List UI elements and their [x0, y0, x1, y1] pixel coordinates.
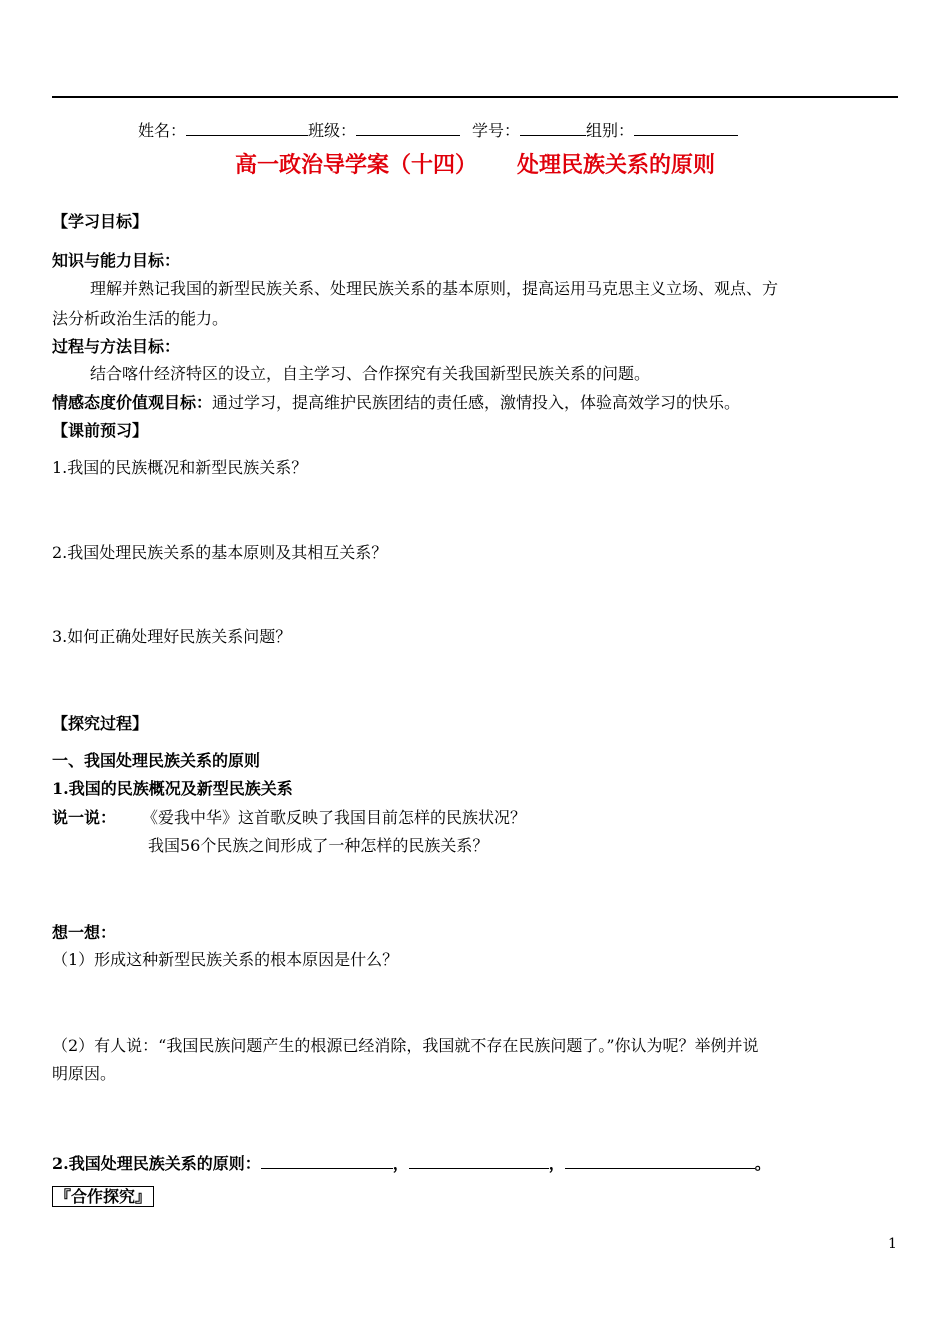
group-label: 组别： [586, 121, 635, 140]
comma-1: ， [392, 1154, 409, 1173]
think-q2-line1: （2）有人说：“我国民族问题产生的根源已经消除，我国就不存在民族问题了。”你认为呢？举例并说 [52, 1036, 759, 1055]
page-title [0, 152, 950, 178]
group-blank[interactable] [634, 118, 738, 136]
emotion-line [52, 393, 740, 413]
student-info-line [138, 118, 738, 141]
class-label: 班级： [308, 121, 357, 140]
emotion-text: 通过学习，提高维护民族团结的责任感，激情投入，体验高效学习的快乐。 [212, 393, 741, 412]
process-text: 结合喀什经济特区的设立，自主学习、合作探究有关我国新型民族关系的问题。 [90, 364, 651, 383]
knowledge-line1: 理解并熟记我国的新型民族关系、处理民族关系的基本原则，提高运用马克思主义立场、观点、方 [90, 279, 779, 298]
principles-line [52, 1151, 771, 1174]
preview-heading: 【课前预习】 [52, 421, 149, 440]
name-label: 姓名： [138, 121, 187, 140]
id-label: 学号： [472, 121, 521, 140]
preview-q3: 3.如何正确处理好民族关系问题？ [52, 627, 292, 646]
explore-heading: 【探究过程】 [52, 714, 149, 733]
think-q1: （1）形成这种新型民族关系的根本原因是什么？ [52, 950, 399, 969]
principle-blank-1[interactable] [261, 1151, 393, 1169]
name-blank[interactable] [186, 118, 308, 136]
preview-q1: 1.我国的民族概况和新型民族关系？ [52, 458, 308, 477]
class-blank[interactable] [356, 118, 460, 136]
emotion-heading: 情感态度价值观目标： [52, 393, 213, 412]
sub2-heading: 2.我国处理民族关系的原则： [52, 1154, 261, 1173]
say-q2: 我国56个民族之间形成了一种怎样的民族关系？ [148, 836, 489, 855]
say-q1: 《爱我中华》这首歌反映了我国目前怎样的民族状况？ [142, 808, 527, 827]
page-number: 1 [888, 1236, 897, 1252]
say-line [52, 808, 526, 828]
id-blank[interactable] [520, 118, 586, 136]
coop-line [52, 1187, 154, 1207]
header-rule [52, 96, 898, 98]
knowledge-heading: 知识与能力目标： [52, 251, 181, 270]
principle-blank-3[interactable] [565, 1151, 755, 1169]
goals-heading: 【学习目标】 [52, 212, 149, 231]
comma-2: ， [548, 1154, 565, 1173]
section1-heading: 一、我国处理民族关系的原则 [52, 751, 261, 770]
coop-heading: 『合作探究』 [52, 1186, 154, 1207]
title-part2: 处理民族关系的原则 [517, 152, 716, 178]
title-part1: 高一政治导学案（十四） [234, 152, 477, 178]
sub1-heading: 1.我国的民族概况及新型民族关系 [52, 779, 293, 798]
think-q2-line2: 明原因。 [52, 1064, 117, 1083]
knowledge-line2: 法分析政治生活的能力。 [52, 309, 229, 328]
principle-blank-2[interactable] [409, 1151, 549, 1169]
period: 。 [754, 1154, 771, 1173]
process-heading: 过程与方法目标： [52, 337, 181, 356]
say-label: 说一说： [52, 808, 117, 827]
preview-q2: 2.我国处理民族关系的基本原则及其相互关系？ [52, 543, 388, 562]
think-label: 想一想： [52, 923, 117, 942]
